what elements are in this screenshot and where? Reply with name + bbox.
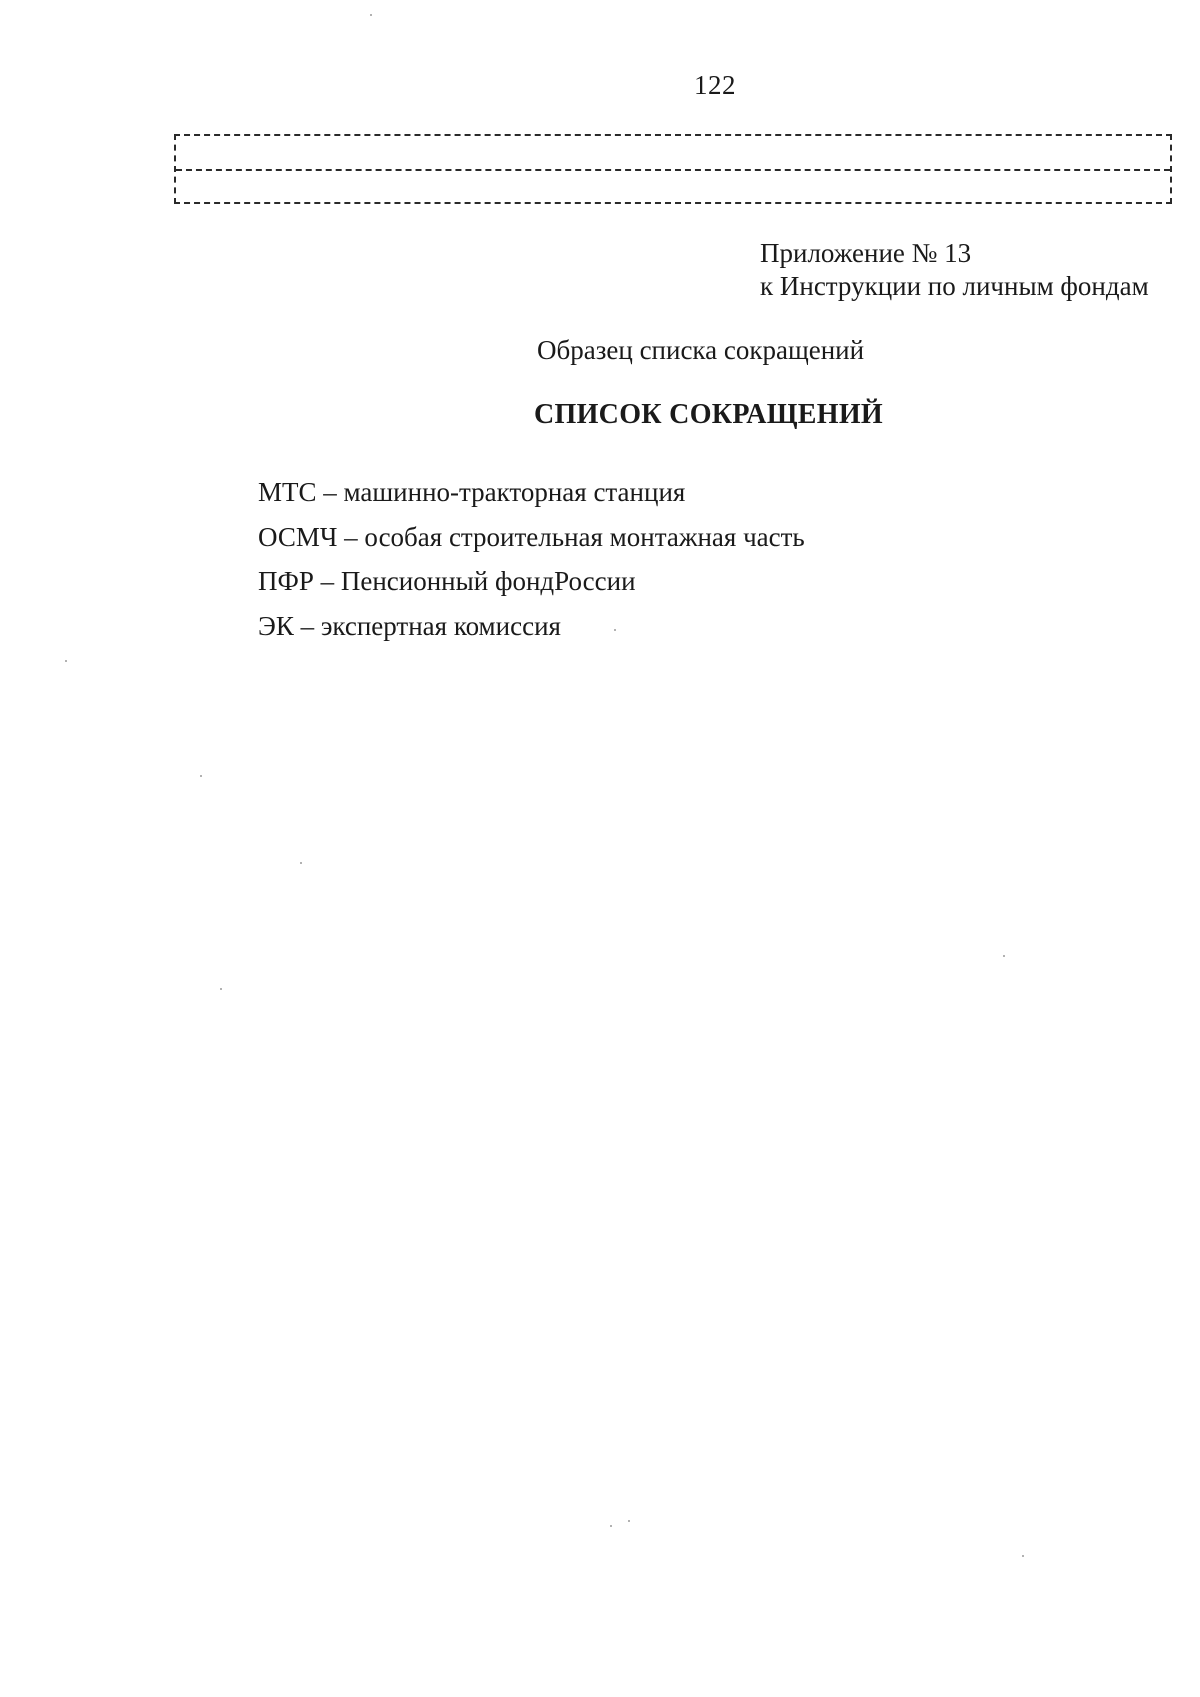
scan-speck	[610, 1525, 612, 1527]
header-dashed-box	[174, 134, 1172, 204]
abbreviation-item: ОСМЧ – особая строительная монтажная часть	[258, 521, 805, 552]
scan-speck	[65, 660, 67, 662]
appendix-reference	[760, 237, 1149, 303]
scan-speck	[1003, 955, 1005, 957]
scan-speck	[200, 775, 202, 777]
appendix-instruction: к Инструкции по личным фондам	[760, 271, 1149, 301]
dashed-divider	[176, 169, 1170, 171]
abbreviation-item: МТС – машинно-тракторная станция	[258, 477, 686, 507]
sample-title: Образец списка сокращений	[537, 335, 865, 365]
scan-speck	[614, 629, 616, 631]
page-number: 122	[694, 70, 736, 100]
abbreviation-item: ПФР – Пенсионный фондРоссии	[258, 566, 636, 596]
abbreviation-list	[258, 476, 805, 654]
scan-speck	[300, 862, 302, 864]
page-title: СПИСОК СОКРАЩЕНИЙ	[534, 399, 883, 430]
scan-speck	[220, 988, 222, 990]
appendix-number: Приложение № 13	[760, 238, 972, 268]
scan-speck	[1022, 1555, 1024, 1557]
abbreviation-item: ЭК – экспертная комиссия	[258, 610, 561, 641]
scan-speck	[370, 14, 372, 16]
scan-speck	[628, 1520, 630, 1522]
